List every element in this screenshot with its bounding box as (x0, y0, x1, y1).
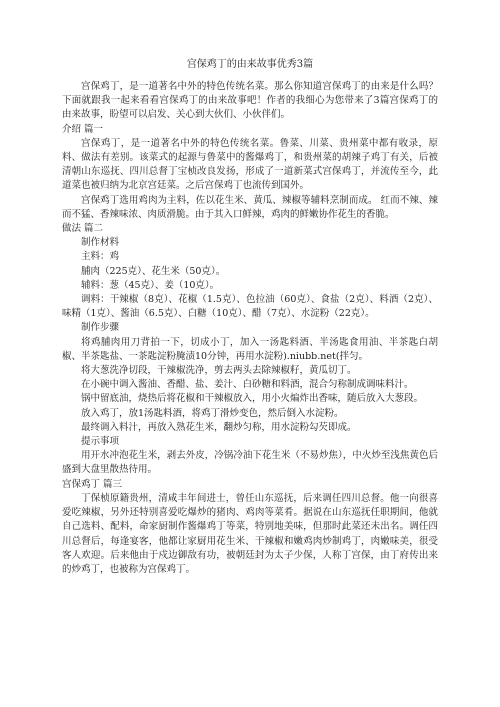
section3-paragraph: 丁保桢原籍贵州，清咸丰年间进士，曾任山东巡抚，后来调任四川总督。他一向很喜爱吃辣椒，另外还特别喜爱吃爆炒的猪肉、鸡肉等菜肴。据说在山东巡抚任职期间，他就自己选料、配料，命家厨制作酱爆鸡丁等菜，特别地美味，但那时此菜还未出名。调任四川总督后，每逢宴客，他都让家厨用花生米、干辣椒和嫩鸡肉炒制鸡丁，肉嫩味美，很受客人欢迎。后来他由于戍边御敌有功，被朝廷封为太子少保，人称丁宫保，由丁府传出来的炒鸡丁，也被称为宫保鸡丁。 (62, 492, 438, 575)
seasoning-line: 调料：干辣椒（8克）、花椒（1.5克）、色拉油（60克）、食盐（2克）、料酒（2克）、味精（1克）、酱油（6.5克）、白糖（10克）、醋（7克）、水淀粉（22克）。 (62, 294, 438, 320)
tip-paragraph: 用开水冲泡花生米，剥去外皮，冷锅冷油下花生米（不易炒焦），中火炒至浅焦黄色后盛到大盘里散热待用。 (62, 450, 438, 476)
subheading-steps: 制作步骤 (81, 322, 120, 334)
section-heading-story: 宫保鸡丁 篇三 (62, 478, 123, 490)
step-paragraph: 锅中留底油，烧热后将花椒和干辣椒放入，用小火煸炸出香味，随后放入大葱段。 (81, 393, 424, 405)
section1-paragraph: 宫保鸡丁选用鸡肉为主料，佐以花生米、黄瓜、辣椒等辅料烹制而成。 红而不辣、辣而不猛、香辣味浓、肉质滑脆。由于其入口鲜辣，鸡肉的鲜嫩协作花生的香脆。 (62, 194, 438, 220)
step-paragraph: 将鸡脯肉用刀背拍一下，切成小丁，加入一汤匙料酒、半汤匙食用油、半茶匙白胡椒、半茶匙盐、一茶匙淀粉腌渍10分钟，再用水淀粉).niubb.net(拌匀。 (62, 336, 438, 362)
step-paragraph: 放入鸡丁，放1汤匙料酒，将鸡丁滑炒变色，然后倒入水淀粉。 (81, 407, 344, 419)
document-title: 宫保鸡丁的由来故事优秀3篇 (186, 59, 314, 70)
subheading-materials: 制作材料 (81, 237, 120, 249)
intro-paragraph: 宫保鸡丁，是一道著名中外的特色传统名菜。那么你知道宫保鸡丁的由来是什么吗？下面就跟我一起来看看宫保鸡丁的由来故事吧！作者的我细心为您带来了3篇宫保鸡丁的由来故事，盼望可以启发、关心到大伙们、小伙伴们。 (62, 81, 438, 121)
main-ingredient-detail: 脯肉（225克）、花生米（50克）。 (81, 265, 226, 277)
step-paragraph: 最终调入料汁，再放入熟花生米，翻炒匀称，用水淀粉勾芡即成。 (81, 421, 357, 433)
document-body (62, 80, 438, 577)
section-heading-method: 做法 篇二 (62, 223, 104, 235)
section1-paragraph: 宫保鸡丁，是一道著名中外的特色传统名菜。鲁菜、川菜、贵州菜中都有收录，原料、做法有差别。该菜式的起源与鲁菜中的酱爆鸡丁，和贵州菜的胡辣子鸡丁有关，后被清朝山东巡抚、四川总督丁宝桢改良发扬，形成了一道新菜式宫保鸡丁，并流传至今，此道菜也被归纳为北京宫廷菜。之后宫保鸡丁也流传到国外。 (62, 137, 438, 192)
step-paragraph: 将大葱洗净切段，干辣椒洗净，剪去两头去除辣椒籽，黄瓜切丁。 (81, 365, 357, 377)
main-ingredient-line: 主料：鸡 (81, 251, 120, 263)
subheading-tips: 提示事项 (81, 436, 120, 448)
auxiliary-ingredient-line: 辅料：葱（45克）、姜（10克）。 (81, 279, 220, 291)
step-paragraph: 在小碗中调入酱油、香醋、盐、姜汁、白砂糖和料酒，混合匀称制成调味料汁。 (81, 379, 414, 391)
section-heading-intro: 介绍 篇一 (62, 123, 104, 135)
